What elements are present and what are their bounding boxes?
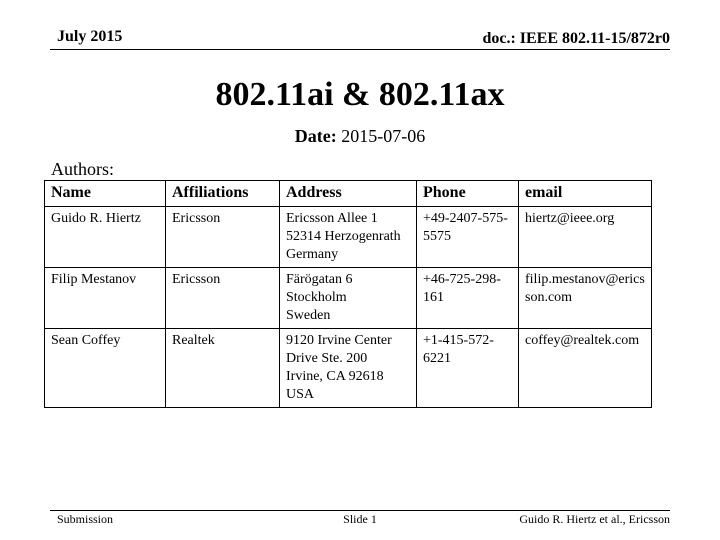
author-name: Guido R. Hiertz <box>45 207 166 268</box>
author-affiliation: Ericsson <box>166 207 280 268</box>
author-phone: +1-415-572-6221 <box>417 329 519 408</box>
date-label: Date: <box>294 126 337 146</box>
column-header-name: Name <box>45 181 166 207</box>
address-line: 52314 Herzogenrath <box>286 229 401 244</box>
address-line: Färögatan 6 <box>286 272 353 287</box>
table-header-row <box>45 181 652 207</box>
authors-table <box>44 180 652 408</box>
address-line: 9120 Irvine Center Drive Ste. 200 <box>286 333 392 366</box>
address-line: Stockholm <box>286 290 347 305</box>
column-header-affiliations: Affiliations <box>166 181 280 207</box>
date-value: 2015-07-06 <box>341 126 426 146</box>
author-affiliation: Ericsson <box>166 268 280 329</box>
header-divider <box>50 49 670 50</box>
author-name: Filip Mestanov <box>45 268 166 329</box>
author-email: filip.mestanov@ericsson.com <box>519 268 652 329</box>
author-email: hiertz@ieee.org <box>519 207 652 268</box>
footer-author: Guido R. Hiertz et al., Ericsson <box>519 512 670 526</box>
author-affiliation: Realtek <box>166 329 280 408</box>
author-email: coffey@realtek.com <box>519 329 652 408</box>
footer-divider <box>50 510 670 511</box>
column-header-phone: Phone <box>417 181 519 207</box>
address-line: Ericsson Allee 1 <box>286 211 378 226</box>
author-name: Sean Coffey <box>45 329 166 408</box>
address-line: USA <box>286 387 315 402</box>
authors-label: Authors: <box>51 159 114 179</box>
author-phone: +46-725-298-161 <box>417 268 519 329</box>
header-doc-id: doc.: IEEE 802.11-15/872r0 <box>482 30 670 47</box>
column-header-email: email <box>519 181 652 207</box>
footer-submission: Submission <box>57 512 114 526</box>
author-address <box>280 268 417 329</box>
slide-date <box>0 126 720 147</box>
address-line: Germany <box>286 247 339 262</box>
slide-title: 802.11ai & 802.11ax <box>215 76 505 113</box>
table-row <box>45 329 652 408</box>
column-header-address: Address <box>280 181 417 207</box>
author-address <box>280 329 417 408</box>
table-row <box>45 268 652 329</box>
author-address <box>280 207 417 268</box>
header-date: July 2015 <box>57 28 123 45</box>
author-phone: +49-2407-575-5575 <box>417 207 519 268</box>
address-line: Sweden <box>286 308 331 323</box>
footer-slide-number: Slide 1 <box>343 512 377 526</box>
address-line: Irvine, CA 92618 <box>286 369 384 384</box>
table-row <box>45 207 652 268</box>
